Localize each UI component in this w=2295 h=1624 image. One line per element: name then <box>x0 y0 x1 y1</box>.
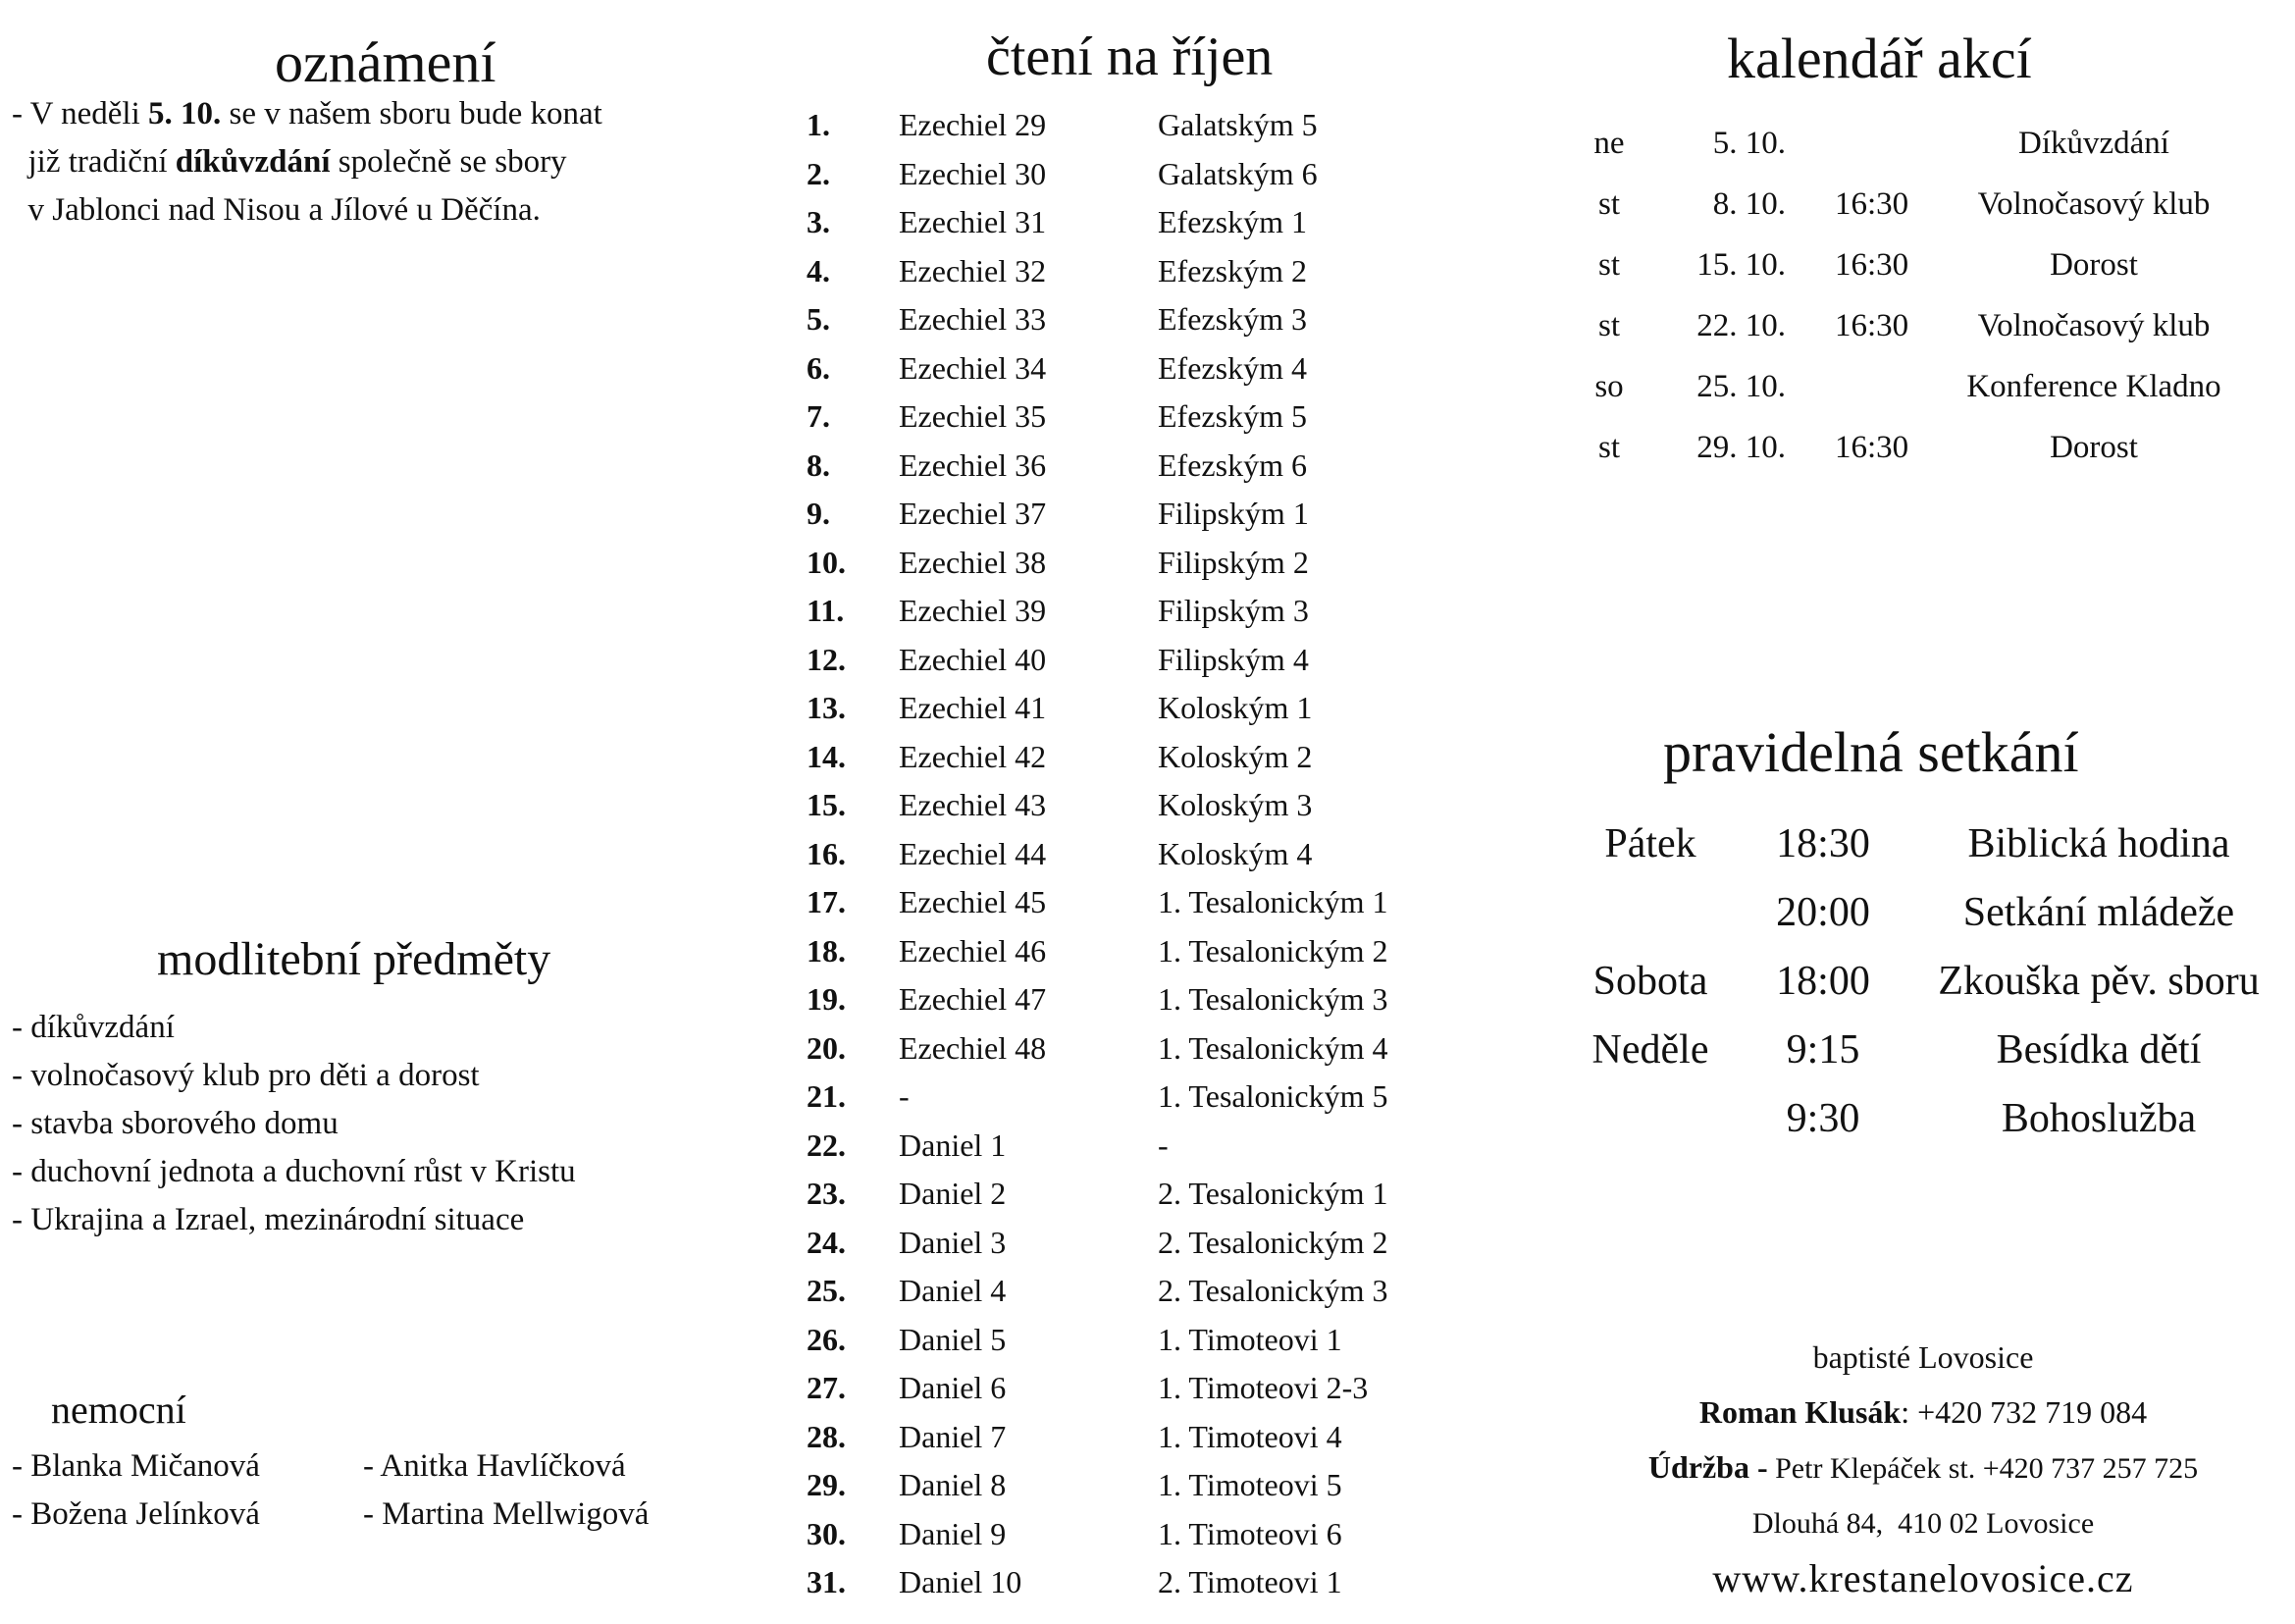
reading-new-testament: - <box>1158 1126 1169 1163</box>
calendar-time: 16:30 <box>1835 247 1909 283</box>
prayer-item: - duchovní jednota a duchovní růst v Kristu <box>12 1154 576 1189</box>
reading-old-testament: Daniel 4 <box>899 1273 1007 1308</box>
meeting-name: Zkouška pěv. sboru <box>1938 959 2260 1004</box>
reading-day-number: 7. <box>807 398 830 434</box>
reading-new-testament: Koloským 1 <box>1158 690 1313 725</box>
reading-new-testament: Efezským 5 <box>1158 398 1307 434</box>
reading-new-testament: 1. Timoteovi 5 <box>1158 1467 1342 1502</box>
meeting-time: 9:15 <box>1786 1027 1860 1073</box>
meeting-name: Bohoslužba <box>2001 1096 2197 1141</box>
church-name: baptisté Lovosice <box>1812 1339 2034 1375</box>
reading-old-testament: Ezechiel 42 <box>899 738 1047 774</box>
reading-old-testament: Ezechiel 41 <box>899 690 1047 725</box>
calendar-date: 8. 10. <box>1712 186 1786 222</box>
reading-old-testament: Daniel 7 <box>899 1418 1007 1454</box>
contact-name: Roman Klusák <box>1698 1394 1902 1430</box>
calendar-weekday: ne <box>1593 126 1625 161</box>
reading-day-number: 27. <box>807 1370 846 1405</box>
announcements-title: oznámení <box>275 30 496 94</box>
reading-day-number: 1. <box>807 107 830 142</box>
reading-new-testament: Efezským 1 <box>1158 204 1307 239</box>
reading-day-number: 4. <box>807 252 830 288</box>
reading-new-testament: Koloským 4 <box>1158 835 1313 871</box>
reading-old-testament: Ezechiel 38 <box>899 544 1047 580</box>
calendar-event: Dorost <box>2050 247 2138 283</box>
reading-day-number: 15. <box>807 787 846 822</box>
sick-item: - Blanka Mičanová <box>12 1448 260 1484</box>
prayer-item: - Ukrajina a Izrael, mezinárodní situace <box>12 1202 525 1237</box>
sick-item: - Božena Jelínková <box>12 1496 260 1532</box>
reading-new-testament: 1. Tesalonickým 4 <box>1158 1029 1388 1066</box>
reading-new-testament: 2. Tesalonickým 1 <box>1158 1176 1388 1211</box>
contact-line <box>1570 1385 2276 1440</box>
reading-new-testament: Efezským 2 <box>1158 252 1307 288</box>
reading-day-number: 26. <box>807 1321 846 1357</box>
sick-list-col1 <box>12 1442 260 1539</box>
sick-title: nemocní <box>51 1388 186 1432</box>
meeting-day: Pátek <box>1604 821 1696 866</box>
calendar-time: 16:30 <box>1835 430 1909 465</box>
reading-new-testament: 1. Timoteovi 2-3 <box>1158 1370 1369 1405</box>
reading-day-number: 30. <box>807 1515 846 1551</box>
reading-old-testament: Daniel 6 <box>899 1370 1007 1405</box>
meeting-name: Besídka dětí <box>1996 1027 2202 1073</box>
reading-new-testament: 1. Timoteovi 4 <box>1158 1418 1342 1454</box>
reading-new-testament: Galatským 6 <box>1158 155 1318 191</box>
calendar-event: Díkůvzdání <box>2018 126 2169 161</box>
reading-day-number: 11. <box>807 593 845 628</box>
calendar-event: Volnočasový klub <box>1977 186 2211 222</box>
meeting-time: 18:00 <box>1776 959 1870 1004</box>
reading-new-testament: 1. Tesalonickým 1 <box>1158 884 1388 919</box>
reading-old-testament: Ezechiel 36 <box>899 446 1047 483</box>
reading-old-testament: Ezechiel 46 <box>899 932 1047 969</box>
meeting-time: 20:00 <box>1776 890 1870 935</box>
reading-old-testament: Ezechiel 33 <box>899 301 1047 337</box>
reading-new-testament: Galatským 5 <box>1158 107 1318 142</box>
reading-new-testament: Filipským 4 <box>1158 641 1309 677</box>
reading-new-testament: Filipským 1 <box>1158 496 1309 531</box>
reading-day-number: 23. <box>807 1176 846 1211</box>
calendar-event: Dorost <box>2050 430 2138 465</box>
reading-day-number: 19. <box>807 981 846 1017</box>
meeting-time: 9:30 <box>1786 1096 1860 1141</box>
reading-old-testament: Daniel 2 <box>899 1176 1007 1211</box>
announcement-line-3: v Jablonci nad Nisou a Jílové u Děčína. <box>12 192 541 228</box>
reading-new-testament: Efezským 6 <box>1158 446 1307 483</box>
calendar-weekday: st <box>1597 186 1621 222</box>
calendar-time: 16:30 <box>1835 308 1909 343</box>
reading-old-testament: Daniel 5 <box>899 1321 1007 1357</box>
contact-phone: : +420 732 719 084 <box>1901 1394 2148 1430</box>
reading-new-testament: Koloským 3 <box>1158 787 1313 822</box>
announcement-line-1: - V neděli 5. 10. se v našem sboru bude konat <box>12 96 602 131</box>
reading-day-number: 31. <box>807 1564 846 1599</box>
reading-old-testament: Ezechiel 43 <box>899 787 1047 822</box>
reading-day-number: 2. <box>807 155 830 191</box>
contact-footer <box>1570 1330 2276 1606</box>
calendar-event: Volnočasový klub <box>1977 308 2211 343</box>
reading-new-testament: 1. Tesalonickým 5 <box>1158 1078 1388 1114</box>
reading-new-testament: Efezským 4 <box>1158 349 1307 386</box>
calendar-weekday: so <box>1594 369 1624 404</box>
reading-old-testament: Ezechiel 44 <box>899 835 1047 871</box>
reading-day-number: 14. <box>807 738 846 774</box>
reading-old-testament: Ezechiel 32 <box>899 252 1047 288</box>
meeting-day: Sobota <box>1592 959 1708 1004</box>
reading-old-testament: Ezechiel 30 <box>899 155 1047 191</box>
reading-old-testament: Daniel 3 <box>899 1224 1007 1260</box>
maintenance-line <box>1570 1440 2276 1496</box>
reading-old-testament: - <box>899 1078 910 1114</box>
prayer-item: - díkůvzdání <box>12 1010 175 1045</box>
calendar-date: 22. 10. <box>1696 308 1786 343</box>
regular-meetings-title: pravidelná setkání <box>1663 720 2079 784</box>
reading-day-number: 28. <box>807 1418 846 1454</box>
reading-day-number: 18. <box>807 932 846 969</box>
reading-day-number: 13. <box>807 690 846 725</box>
reading-old-testament: Ezechiel 40 <box>899 641 1047 677</box>
calendar-weekday: st <box>1597 430 1621 465</box>
reading-new-testament: 1. Tesalonickým 2 <box>1158 932 1388 969</box>
reading-day-number: 25. <box>807 1273 846 1308</box>
reading-new-testament: 1. Tesalonickým 3 <box>1158 981 1388 1017</box>
reading-new-testament: 1. Timoteovi 6 <box>1158 1515 1342 1551</box>
reading-day-number: 21. <box>807 1078 846 1114</box>
prayer-title: modlitební předměty <box>157 933 551 985</box>
reading-day-number: 3. <box>807 204 830 239</box>
reading-old-testament: Daniel 1 <box>899 1126 1007 1163</box>
reading-new-testament: Filipským 2 <box>1158 544 1309 580</box>
meeting-time: 18:30 <box>1776 821 1870 866</box>
calendar-date: 5. 10. <box>1712 126 1786 161</box>
reading-old-testament: Ezechiel 39 <box>899 593 1047 628</box>
calendar-title: kalendář akcí <box>1727 26 2032 90</box>
reading-old-testament: Daniel 9 <box>899 1515 1007 1551</box>
reading-day-number: 20. <box>807 1029 846 1066</box>
reading-old-testament: Ezechiel 47 <box>899 981 1047 1017</box>
reading-new-testament: Efezským 3 <box>1158 301 1307 337</box>
calendar-event: Konference Kladno <box>1966 369 2221 404</box>
reading-day-number: 9. <box>807 496 830 531</box>
reading-day-number: 10. <box>807 544 846 580</box>
sick-item: - Anitka Havlíčková <box>363 1448 626 1484</box>
maintenance-label: Údržba - <box>1647 1449 1768 1485</box>
reading-old-testament: Ezechiel 34 <box>899 349 1047 386</box>
reading-old-testament: Daniel 10 <box>899 1564 1022 1599</box>
website-link[interactable]: www.krestanelovosice.cz <box>1712 1556 2134 1600</box>
reading-old-testament: Ezechiel 45 <box>899 884 1047 919</box>
prayer-item: - volnočasový klub pro děti a dorost <box>12 1058 480 1093</box>
reading-new-testament: Koloským 2 <box>1158 738 1313 774</box>
reading-new-testament: 2. Tesalonickým 3 <box>1158 1273 1388 1308</box>
reading-old-testament: Ezechiel 31 <box>899 204 1047 239</box>
address: Dlouhá 84, 410 02 Lovosice <box>1751 1507 2095 1540</box>
prayer-list <box>12 1004 576 1244</box>
maintenance-contact: Petr Klepáček st. +420 737 257 725 <box>1767 1452 2199 1485</box>
reading-day-number: 12. <box>807 641 846 677</box>
reading-new-testament: 2. Tesalonickým 2 <box>1158 1224 1388 1260</box>
reading-new-testament: 2. Timoteovi 1 <box>1158 1564 1342 1599</box>
readings-title: čtení na říjen <box>986 26 1274 87</box>
reading-day-number: 29. <box>807 1467 846 1502</box>
reading-day-number: 22. <box>807 1126 846 1163</box>
meeting-name: Setkání mládeže <box>1962 890 2235 935</box>
reading-day-number: 16. <box>807 835 846 871</box>
calendar-weekday: st <box>1597 308 1621 343</box>
sick-list-col2 <box>363 1442 649 1539</box>
reading-old-testament: Ezechiel 48 <box>899 1029 1047 1066</box>
reading-day-number: 24. <box>807 1224 846 1260</box>
reading-day-number: 8. <box>807 446 830 483</box>
reading-old-testament: Ezechiel 29 <box>899 107 1047 142</box>
reading-day-number: 6. <box>807 349 830 386</box>
sick-item: - Martina Mellwigová <box>363 1496 650 1532</box>
calendar-weekday: st <box>1597 247 1621 283</box>
reading-new-testament: 1. Timoteovi 1 <box>1158 1321 1342 1357</box>
announcement-line-2: již tradiční díkůvzdání společně se sbory <box>12 144 567 180</box>
prayer-item: - stavba sborového domu <box>12 1106 339 1141</box>
reading-old-testament: Daniel 8 <box>899 1467 1007 1502</box>
meeting-name: Biblická hodina <box>1967 821 2230 866</box>
calendar-date: 15. 10. <box>1696 247 1786 283</box>
calendar-time: 16:30 <box>1835 186 1909 222</box>
calendar-date: 29. 10. <box>1696 430 1786 465</box>
reading-old-testament: Ezechiel 35 <box>899 398 1047 434</box>
reading-day-number: 5. <box>807 301 830 337</box>
announcements-text <box>12 90 602 235</box>
calendar-date: 25. 10. <box>1696 369 1786 404</box>
meeting-day: Neděle <box>1591 1027 1709 1073</box>
reading-day-number: 17. <box>807 884 846 919</box>
reading-new-testament: Filipským 3 <box>1158 593 1309 628</box>
reading-old-testament: Ezechiel 37 <box>899 496 1047 531</box>
